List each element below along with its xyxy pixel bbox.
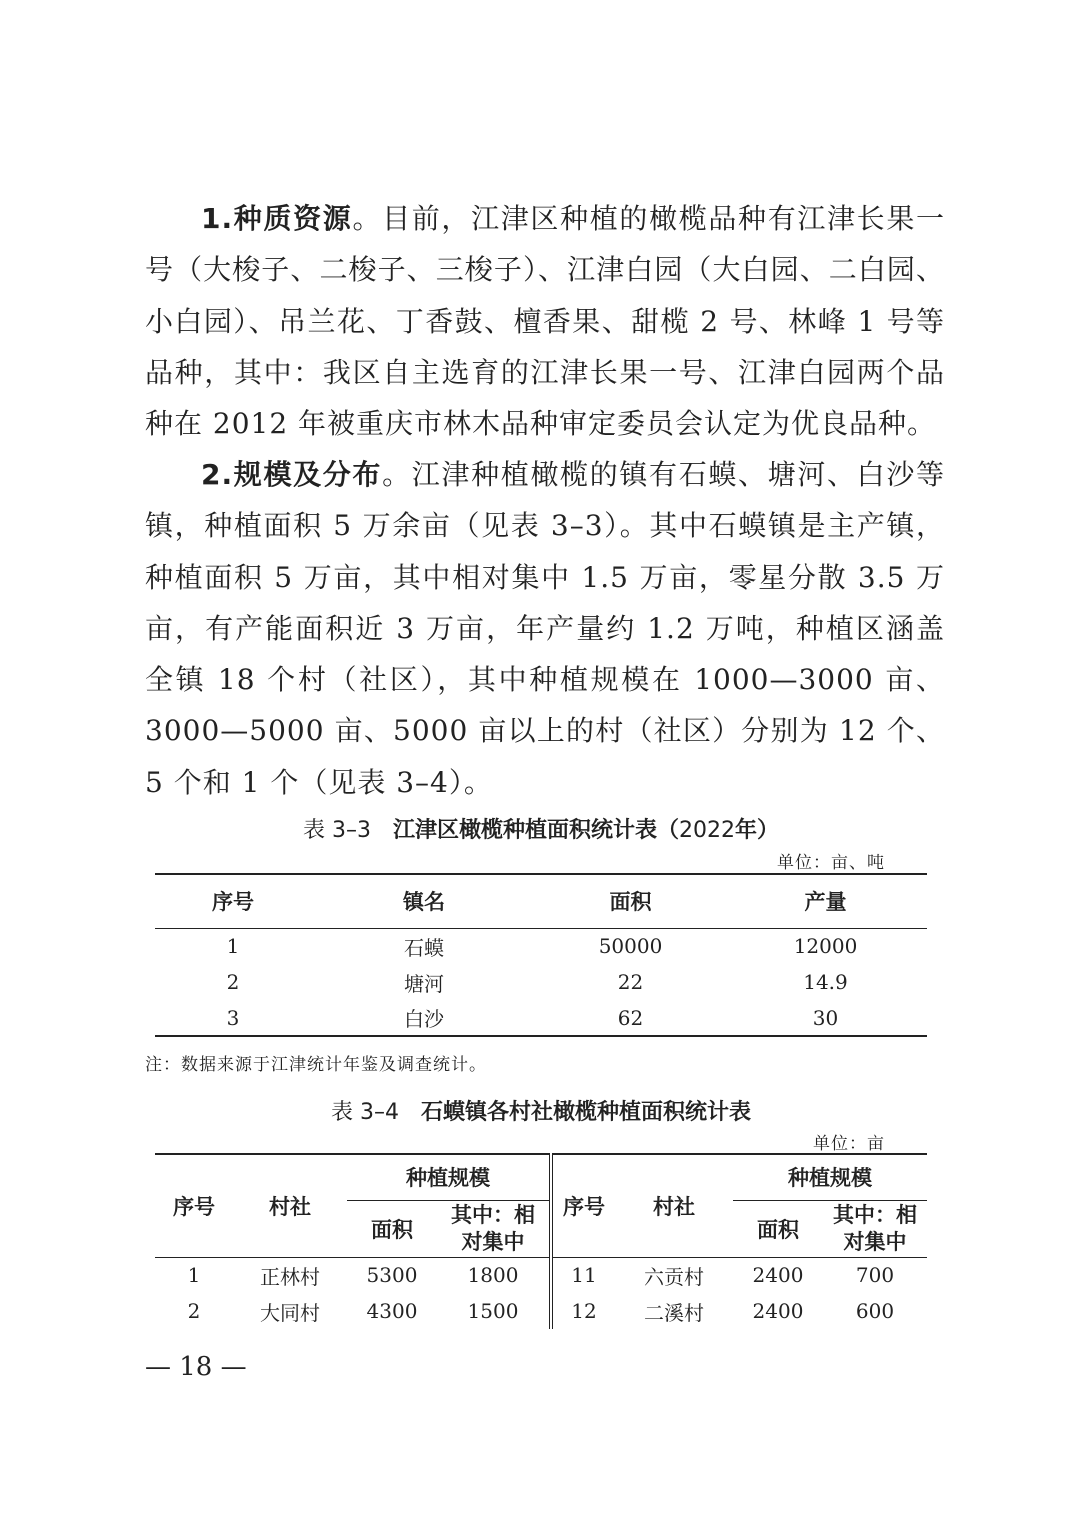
- header-concentrated: [437, 1200, 551, 1257]
- table-row: [155, 928, 927, 964]
- table-title: 石蟆镇各村社橄榄种植面积统计表: [420, 1100, 751, 1125]
- cell-concentrated: 600: [855, 1299, 895, 1323]
- table-row: [155, 1000, 927, 1036]
- cell-seq: 1: [226, 934, 240, 959]
- table-number: 表 3–4: [330, 1100, 399, 1125]
- table-3-3-unit: 单位：亩、吨: [777, 853, 885, 873]
- header-village: 村社: [653, 1194, 695, 1219]
- cell-seq: 2: [187, 1299, 201, 1323]
- table-row: [155, 964, 927, 1000]
- paragraph-germplasm: [145, 193, 945, 449]
- cell-town: 白沙: [404, 1007, 444, 1031]
- header-concentrated: [823, 1200, 927, 1257]
- cell-concentrated: 1800: [437, 1257, 551, 1293]
- header-concentrated-line2: 对集中: [461, 1229, 525, 1254]
- cell-area: 5300: [366, 1263, 418, 1288]
- cell-area: 2400: [752, 1263, 804, 1288]
- table-row: [155, 1293, 927, 1329]
- table-title: 江津区橄榄种植面积统计表（: [392, 818, 679, 843]
- table-3-4-unit: 单位：亩: [813, 1134, 885, 1154]
- table-header-row: [155, 874, 927, 928]
- header-scale: 种植规模: [733, 1154, 927, 1200]
- table-title-end: 年）: [735, 818, 780, 843]
- table-year: 2022: [679, 818, 735, 843]
- cell-concentrated: 700: [855, 1263, 895, 1288]
- cell-area: 22: [617, 970, 644, 994]
- table-3-3: [155, 873, 927, 1037]
- table-3-3-caption: [155, 813, 927, 844]
- table-number: 表 3–3: [302, 818, 371, 843]
- paragraph-heading: 2.规模及分布: [201, 458, 383, 491]
- cell-village: 正林村: [260, 1264, 320, 1289]
- cell-seq: 3: [226, 1005, 240, 1030]
- paragraph-scale-distribution: [145, 449, 945, 808]
- header-output: 产量: [804, 890, 847, 915]
- paragraph-body: 。目前，江津区种植的橄榄品种有江津长果一号（大梭子、二梭子、三梭子）、江津白园（大白园、二白园、小白园）、吊兰花、丁香鼓、檀香果、甜榄 2 号、林峰 1 号等品种，其中：我区自主选育的江津长果一号、江津白园两个品种在 2012 年被重庆市林木品种审定委员会认定为优良品种。: [145, 202, 945, 441]
- cell-area: 2400: [752, 1299, 804, 1323]
- paragraph-heading: 1.种质资源: [201, 202, 353, 235]
- cell-village: 二溪村: [644, 1300, 704, 1325]
- cell-town: 石蟆: [404, 935, 444, 960]
- cell-village: 大同村: [260, 1300, 320, 1325]
- header-scale: 种植规模: [347, 1154, 551, 1200]
- page-number: — 18 —: [145, 1352, 247, 1382]
- cell-area: 50000: [598, 934, 663, 959]
- header-area: 面积: [609, 890, 652, 915]
- table-header-row: [155, 1154, 927, 1200]
- cell-seq: 12: [571, 1299, 597, 1323]
- header-area: 面积: [371, 1217, 413, 1242]
- cell-seq: 11: [571, 1263, 597, 1288]
- table-3-4-caption: [155, 1095, 927, 1126]
- cell-town: 塘河: [404, 971, 444, 996]
- table-3-4: [155, 1153, 927, 1329]
- cell-output: 30: [812, 1005, 839, 1030]
- header-concentrated-line1: 其中：相: [451, 1202, 535, 1227]
- table-row: [155, 1257, 927, 1293]
- cell-output: 14.9: [803, 970, 848, 994]
- header-village: 村社: [269, 1194, 311, 1219]
- cell-seq: 2: [226, 970, 240, 994]
- header-concentrated-line1: 其中：相: [833, 1202, 917, 1227]
- cell-concentrated: 1500: [437, 1293, 551, 1329]
- header-seq: 序号: [563, 1194, 605, 1219]
- header-area: 面积: [757, 1217, 799, 1242]
- cell-village: 六贡村: [644, 1264, 704, 1289]
- table-3-3-note: 注：数据来源于江津统计年鉴及调查统计。: [145, 1055, 487, 1075]
- header-concentrated-line2: 对集中: [843, 1229, 907, 1254]
- paragraph-body: 。江津种植橄榄的镇有石蟆、塘河、白沙等镇，种植面积 5 万余亩（见表 3–3）。其中石蟆镇是主产镇，种植面积 5 万亩，其中相对集中 1.5 万亩，零星分散 3.5 万亩，有产能面积近 3 万亩，年产量约 1.2 万吨，种植区涵盖全镇 18 个村（社区），其中种植规模在 1000—3000 亩、3000—5000 亩、5000 亩以上的村（社区）分别为 12 个、5 个和 1 个（见表 3–4）。: [145, 458, 945, 799]
- cell-area: 4300: [366, 1299, 418, 1323]
- cell-area: 62: [617, 1005, 644, 1030]
- header-seq: 序号: [212, 890, 254, 915]
- header-seq: 序号: [173, 1194, 215, 1219]
- cell-seq: 1: [187, 1263, 201, 1288]
- header-town: 镇名: [403, 890, 445, 915]
- cell-output: 12000: [793, 934, 858, 959]
